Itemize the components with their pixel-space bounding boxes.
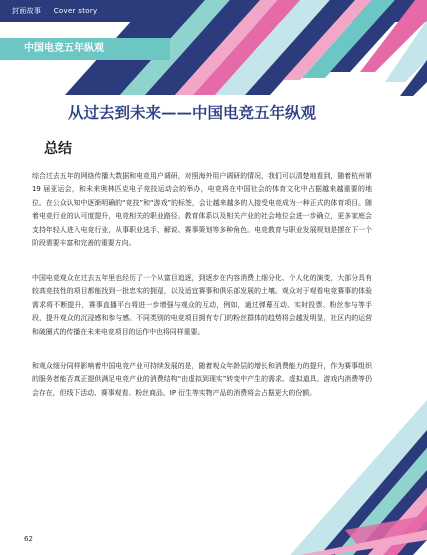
section-label-cn: 封面故事 <box>12 7 42 15</box>
bottom-stripes <box>290 400 427 555</box>
header-section-label <box>12 6 107 16</box>
page-number: 62 <box>24 535 33 543</box>
section-banner: 中国电竞五年纵观 <box>0 38 170 60</box>
paragraph-1: 综合过去五年的网络传播大数据和电竞用户调研，对照海外用户调研的情况，我们可以清楚地看到，随着杭州第 19 届亚运会，和未来奥林匹克电子竞技运动会的举办，电竞将在中国社会的体育文化中占据越来越重要的地位。在公众认知中逐渐明确的“竞技”和“游戏”的标签，会让越来越多的人接受电竞成为一种正式的体育项目。随着电竞行业的认可度提升，电竞相关的职业路径、教育体系以及相关产业的社会地位会进一步确立，更多家庭会支持年轻人进入电竞行业，从事职业选手、解说、赛事策划等多种角色。电竞教育与职业发展规划是摆在下一个阶段需要丰富和完善的重要方向。 <box>32 172 372 248</box>
section-label-en: Cover story <box>53 7 98 15</box>
summary-heading: 总结 <box>44 141 72 157</box>
article-title: 从过去到未来——中国电竞五年纵观 <box>68 103 317 122</box>
paragraph-2: 中国电竞观众在过去五年里也经历了一个从富目追逐，到逐步在内容消费上细分化、个人化的演变，大部分具有较高竞技性的项目都能找到一批忠实的拥趸，以及适宜赛事和俱乐部发展的土壤。观众对于观看电竞赛事的体验需求将不断提升，赛事直播平台将进一步增强与观众的互动，例如，通过弹幕互动、实时投票、粉丝参与等手段，提升观众的沉浸感和参与感。不同类别的电竞项目拥有专门的粉丝群体的趋势将会越发明显，社区内的运营和破圈式的传播在未来电竞项目的运作中也将同样重要。 <box>32 274 372 336</box>
paragraph-3: 和观众细分同样影响着中国电竞产业可持续发展的是，随着观众年龄层的增长和消费能力的提升，作为赛事组织的服务者能否真正提供满足电竞产业的消费结构“由虚拟到现实”转变中产生的需求。虚拟道具、游戏内消费等仍会存在，但线下活动、赛事观看、粉丝商品、IP 衍生等实物产品的消费将会占据更大的份额。 <box>32 362 372 397</box>
